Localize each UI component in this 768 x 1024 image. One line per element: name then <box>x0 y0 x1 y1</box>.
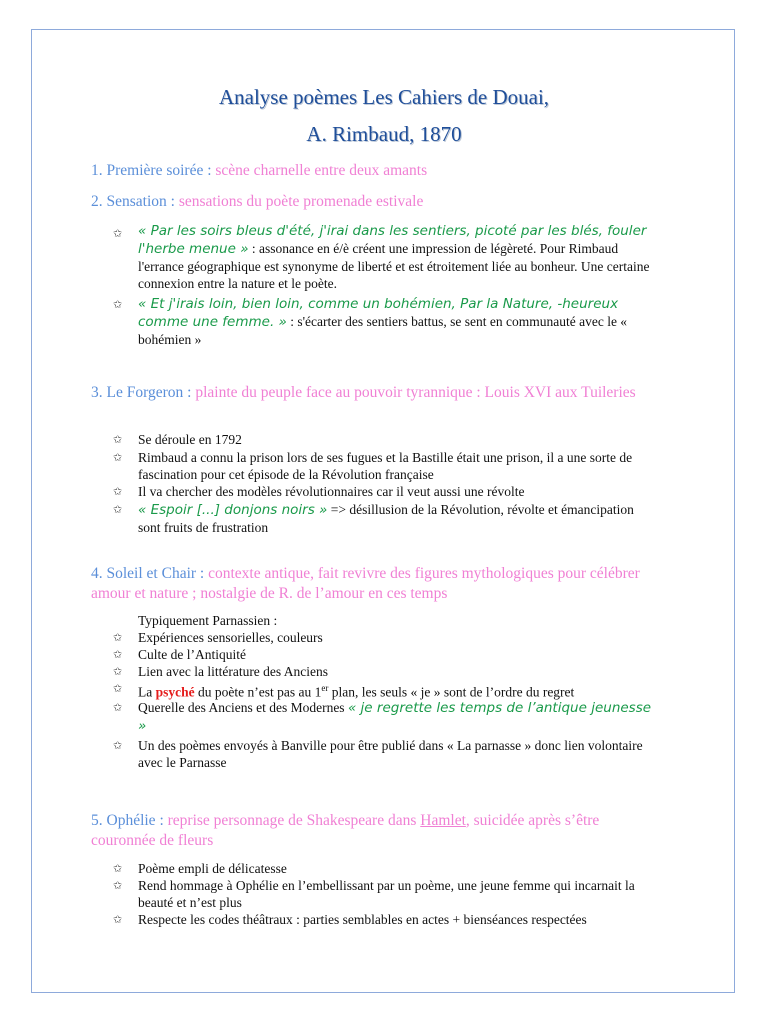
section-description: plainte du peuple face au pouvoir tyrannique : Louis XVI aux Tuileries <box>195 384 636 401</box>
document-title-line1: Analyse poèmes Les Cahiers de Douai, <box>218 85 550 109</box>
star-icon: ✩ <box>113 739 123 752</box>
star-icon: ✩ <box>113 227 123 240</box>
star-icon: ✩ <box>113 682 123 695</box>
comment-text: => désillusion de la Révolution, révolte et émancipation sont fruits de frustration <box>138 502 634 535</box>
highlight-word: psyché <box>155 684 195 700</box>
section-description: sensations du poète promenade estivale <box>178 193 424 210</box>
star-icon: ✩ <box>113 433 123 446</box>
section-heading-le-forgeron <box>91 383 651 403</box>
list-item: Lien avec la littérature des Anciens <box>138 664 329 679</box>
section-title: 5. Ophélie : <box>91 812 164 829</box>
list-item: Rend hommage à Ophélie en l’embellissant par un poème, une jeune femme qui incarnait la beauté et n’est plus <box>138 878 635 910</box>
section-heading-soleil-et-chair <box>91 564 651 604</box>
list-item: Poème empli de délicatesse <box>138 861 287 876</box>
desc-text: , suicidée après s’être couronnée de fleurs <box>91 812 600 849</box>
superscript: er <box>321 683 329 693</box>
document-title-line2: A. Rimbaud, 1870 <box>306 122 462 146</box>
quote-text: « Par les soirs bleus d'été, j'irai dans les sentiers, picoté par les blés, fouler l'herbe menue » <box>138 223 647 257</box>
list-intro: Typiquement Parnassien : <box>138 613 278 628</box>
section-heading-ophelie <box>91 811 651 851</box>
list-item: Rimbaud a connu la prison lors de ses fugues et la Bastille était une prison, il a une sorte de fascination pour cet épisode de la Révolution française <box>138 450 633 482</box>
text: plan, les seuls « je » sont de l’ordre du regret <box>328 684 575 700</box>
section-title: 3. Le Forgeron : <box>91 384 192 401</box>
star-icon: ✩ <box>113 913 123 926</box>
list-item <box>138 699 658 735</box>
text: Querelle des Anciens et des Modernes <box>138 700 348 715</box>
section-title: 1. Première soirée : <box>91 162 212 179</box>
desc-text: reprise personnage de Shakespeare dans <box>167 812 421 829</box>
star-icon: ✩ <box>113 631 123 644</box>
hamlet-link: Hamlet <box>420 812 466 829</box>
section-heading-sensation <box>91 192 651 212</box>
star-icon: ✩ <box>113 298 123 311</box>
star-icon: ✩ <box>113 665 123 678</box>
list-item <box>138 680 658 701</box>
section-title: 4. Soleil et Chair : <box>91 565 205 582</box>
list-item <box>138 295 658 348</box>
star-icon: ✩ <box>113 879 123 892</box>
quote-text: « je regrette les temps de l’antique jeunesse » <box>138 700 652 734</box>
list-item: Expériences sensorielles, couleurs <box>138 630 323 645</box>
star-icon: ✩ <box>113 701 123 714</box>
list-item: Un des poèmes envoyés à Banville pour être publié dans « La parnasse » donc lien volontaire avec le Parnasse <box>138 738 643 770</box>
quote-text: « Espoir [...] donjons noirs » <box>138 502 328 518</box>
star-icon: ✩ <box>113 648 123 661</box>
list-item: Se déroule en 1792 <box>138 432 242 447</box>
list-item <box>138 222 658 292</box>
list-item: Il va chercher des modèles révolutionnaires car il veut aussi une révolte <box>138 484 525 499</box>
comment-text: : s'écarter des sentiers battus, se sent en communauté avec le « bohémien » <box>138 314 628 347</box>
section-heading-premiere-soiree <box>91 161 651 181</box>
star-icon: ✩ <box>113 862 123 875</box>
comment-text: : assonance en é/è créent une impression de légèreté. Pour Rimbaud l'errance géographique est synonyme de liberté et est étroitement liée au bonheur. Une certaine connexion entre la nature et le poète. <box>138 241 650 291</box>
star-icon: ✩ <box>113 485 123 498</box>
list-item: Culte de l’Antiquité <box>138 647 246 662</box>
star-icon: ✩ <box>113 451 123 464</box>
section-description <box>91 812 599 849</box>
section-title: 2. Sensation : <box>91 193 175 210</box>
quote-text: « Et j'irais loin, bien loin, comme un bohémien, Par la Nature, -heureux comme une femme. » <box>138 296 619 330</box>
list-item: Respecte les codes théâtraux : parties semblables en actes + bienséances respectées <box>138 912 587 927</box>
text: du poète n’est pas au 1 <box>194 684 322 700</box>
list-item <box>138 501 658 536</box>
section-description: scène charnelle entre deux amants <box>215 162 428 179</box>
text: La <box>138 684 156 700</box>
section-description: contexte antique, fait revivre des figures mythologiques pour célébrer amour et nature ; nostalgie de R. de l’amour en ces temps <box>91 565 640 602</box>
star-icon: ✩ <box>113 503 123 516</box>
